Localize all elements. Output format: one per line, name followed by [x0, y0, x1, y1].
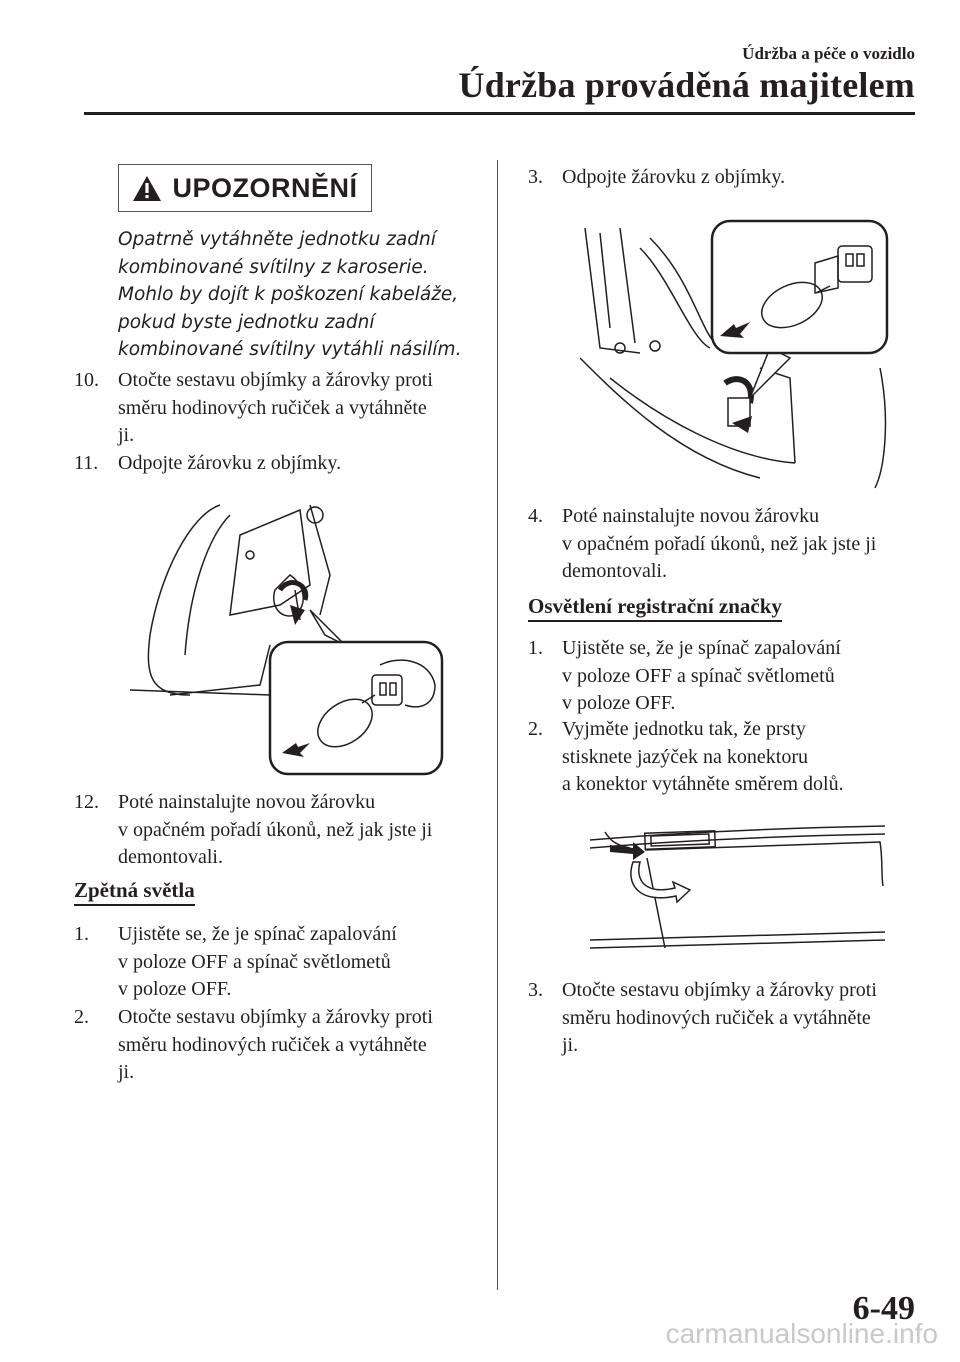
- plate-step-1: [528, 635, 928, 718]
- plate-light-heading: Osvětlení registrační značky: [528, 594, 782, 622]
- step-line: v opačném pořadí úkonů, než jak jste ji: [118, 818, 433, 841]
- reverse-lamp-socket-figure: [580, 218, 890, 503]
- warning-triangle-icon: [132, 175, 162, 202]
- step-line: a konektor vytáhněte směrem dolů.: [562, 773, 844, 795]
- step-10: [74, 367, 484, 450]
- step-line: stisknete jazýček na konektoru: [562, 745, 809, 768]
- reverse-lights-heading: Zpětná světla: [74, 878, 195, 906]
- step-line: Vyjměte jednotku tak, že prsty: [562, 718, 806, 740]
- plate-step-2: [528, 716, 928, 799]
- section-header: Údržba a péče o vozidlo: [742, 44, 915, 63]
- caution-line: Opatrně vytáhněte jednotku zadní: [118, 229, 436, 250]
- step-line: Otočte sestavu objímky a žárovky proti: [562, 979, 877, 1001]
- reverse-step-1: [74, 921, 484, 1004]
- step-number: 10.: [74, 369, 99, 391]
- right-step-3: [528, 164, 928, 192]
- step-line: Poté nainstalujte novou žárovku: [562, 505, 820, 527]
- step-number: 2.: [74, 1006, 89, 1028]
- step-line: Otočte sestavu objímky a žárovky proti: [118, 1006, 433, 1028]
- step-line: Ujistěte se, že je spínač zapalování: [562, 637, 841, 659]
- step-line: Poté nainstalujte novou žárovku: [118, 791, 376, 813]
- step-number: 4.: [528, 505, 543, 527]
- column-divider: [497, 160, 498, 1290]
- page-number: 6-49: [852, 1290, 915, 1327]
- step-line: směru hodinových ručiček a vytáhněte: [118, 1033, 427, 1056]
- step-12: [74, 789, 484, 872]
- step-line: v poloze OFF a spínač světlometů: [562, 664, 835, 687]
- step-line: v opačném pořadí úkonů, než jak jste ji: [562, 532, 877, 555]
- step-line: směru hodinových ručiček a vytáhněte: [562, 1006, 871, 1029]
- step-line: demontovali.: [118, 846, 223, 868]
- caution-label: UPOZORNĚNÍ: [172, 172, 358, 203]
- step-line: v poloze OFF a spínač světlometů: [118, 950, 391, 973]
- caution-line: Mohlo by dojít k poškození kabeláže,: [118, 284, 459, 305]
- step-number: 2.: [528, 718, 543, 740]
- caution-line: pokud byste jednotku zadní: [118, 311, 375, 333]
- step-line: Odpojte žárovku z objímky.: [118, 452, 342, 474]
- step-line: demontovali.: [562, 560, 667, 582]
- step-line: ji.: [118, 1061, 135, 1083]
- right-step-4: [528, 503, 928, 586]
- step-line: v poloze OFF.: [118, 978, 232, 1000]
- step-line: v poloze OFF.: [562, 692, 676, 714]
- step-number: 11.: [74, 452, 99, 474]
- reverse-step-2: [74, 1004, 484, 1087]
- step-line: Otočte sestavu objímky a žárovky proti: [118, 369, 433, 391]
- caution-line: kombinované svítilny z karoserie.: [118, 256, 429, 278]
- header-rule: [84, 112, 915, 115]
- page-title: Údržba prováděná majitelem: [458, 65, 915, 105]
- watermark: carmanualsonline.info: [665, 1318, 938, 1349]
- caution-line: kombinované svítilny vytáhli násilím.: [118, 339, 462, 360]
- caution-box: [118, 164, 372, 212]
- step-number: 3.: [528, 979, 543, 1001]
- step-line: ji.: [118, 424, 135, 446]
- step-number: 12.: [74, 791, 99, 813]
- step-line: Ujistěte se, že je spínač zapalování: [118, 923, 397, 945]
- step-line: směru hodinových ručiček a vytáhněte: [118, 396, 427, 419]
- plate-light-figure: [585, 820, 890, 960]
- tail-lamp-socket-figure: [130, 495, 450, 780]
- step-line: Odpojte žárovku z objímky.: [562, 166, 786, 188]
- caution-text: [118, 226, 478, 364]
- step-11: [74, 450, 484, 478]
- step-number: 3.: [528, 166, 543, 188]
- step-line: ji.: [562, 1034, 579, 1056]
- step-number: 1.: [74, 923, 89, 945]
- plate-step-3: [528, 977, 928, 1060]
- step-number: 1.: [528, 637, 543, 659]
